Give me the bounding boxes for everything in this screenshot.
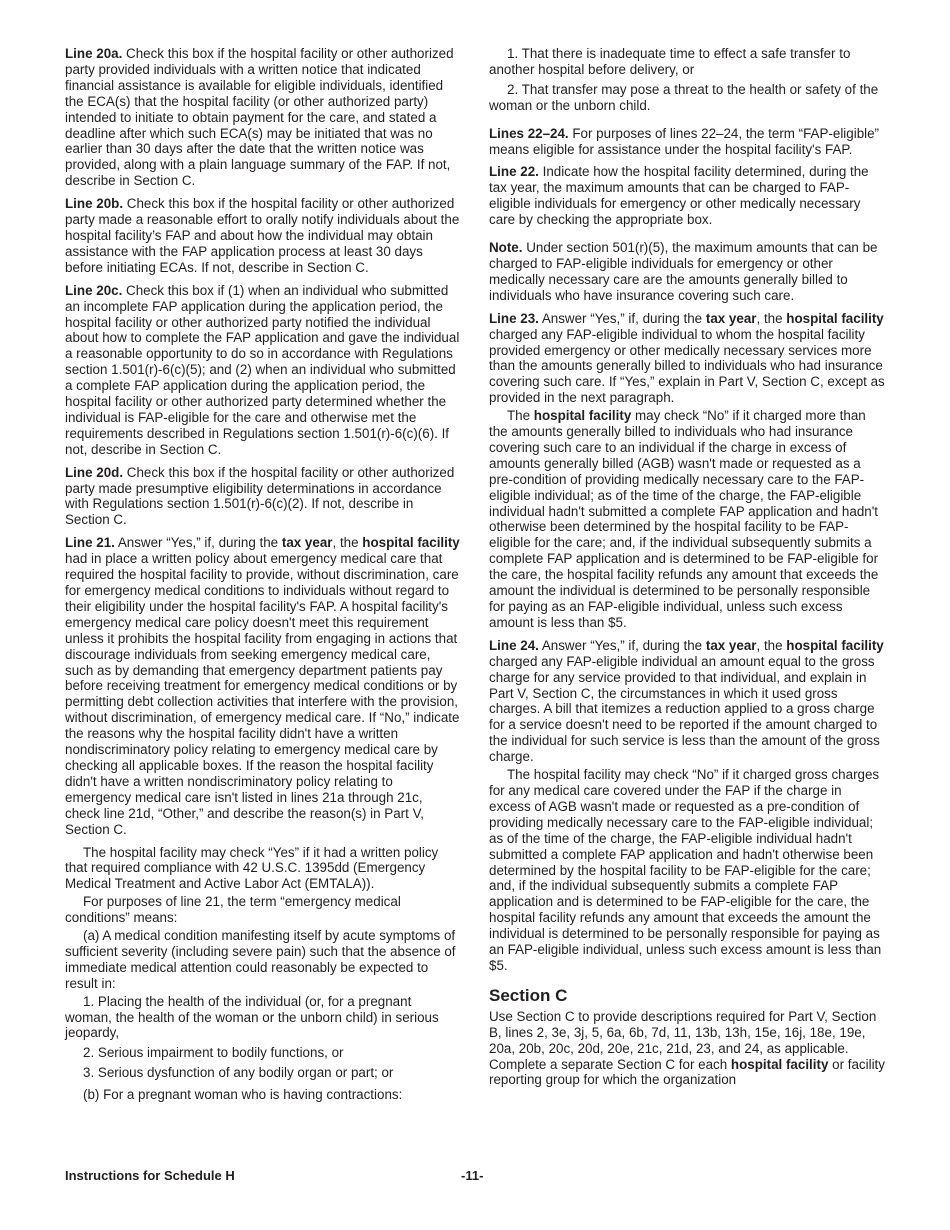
lines-22-24-text: For purposes of lines 22–24, the term “FAP-eligible” means eligible for assistance under the hospital facility's FAP. [489,125,880,157]
line-23-cont-text-1: The [507,408,534,424]
page-number: -11- [461,1168,484,1183]
line-20c-lead: Line 20c. [65,282,123,298]
line-20c-text: Check this box if (1) when an individual who submitted an incomplete FAP application during the application period, the hospital facility or other authorized party notified the individual about how to complete the FAP application and gave the individual a reasonable opportunity to do so in accordance with Regulations section 1.501(r)-6(c)(5); and (2) when an individual who submitted a complete FAP application during the application period, the hospital facility or other authorized party determined whether the individual is FAP-eligible for the care and otherwise met the requirements described in Regulations section 1.501(r)-6(c)(6). If not, describe in Section C. [65,282,460,457]
line-20b-paragraph [65,196,461,276]
line-20a-paragraph [65,46,461,189]
line-21-text-2: , the [332,535,363,551]
contraction-item-2: 2. That transfer may pose a threat to the health or safety of the woman or the unborn child. [489,81,879,113]
note-paragraph [489,240,885,304]
condition-a-paragraph: (a) A medical condition manifesting itself by acute symptoms of sufficient severity (including severe pain) such that the absence of immediate medical attention could reasonably be expected to result in: [65,928,456,991]
footer-title: Instructions for Schedule H [65,1168,235,1183]
line-24-lead: Line 24. [489,637,539,653]
line-20b-text: Check this box if the hospital facility or other authorized party made a reasonable effort to orally notify individuals about the hospital facility’s FAP and about how the individual may obtain assistance with the FAP application process at least 30 days before initiating ECAs. If not, describe in Section C. [65,196,460,275]
line-20c-paragraph [65,283,461,458]
line-24-continuation: The hospital facility may check “No” if it charged gross charges for any medical care covered under the FAP if the charge in excess of AGB wasn't made or requested as a pre-condition of providing medically necessary care to the FAP-eligible individual; as of the time of the charge, the FAP-eligible individual hadn't submitted a complete FAP application and hadn't otherwise been determined by the hospital facility to be FAP-eligible for the care; and, if the individual subsequently submits a complete FAP application and is determined to be FAP-eligible for the care, the hospital facility refunds any amount that exceeds the amount the individual is determined to be personally responsible for paying as an FAP-eligible individual, unless such excess amount is less than $5. [489,767,882,973]
line-24-paragraph [489,638,885,765]
line-21-lead: Line 21. [65,535,115,551]
line-23-term-hospital-facility: hospital facility [786,310,884,326]
line-24-text-3: charged any FAP-eligible individual an amount equal to the gross charge for any service provided to that individual, and explain in Part V, Section C, the circumstances in which it used gross charges. A bill that itemizes a reduction applied to a gross charge for a service doesn't need to be reported if the amount charged to the individual for such service is less than the amount of the gross charge. [489,653,880,765]
line-22-paragraph [489,164,885,228]
line-22-text: Indicate how the hospital facility determined, during the tax year, the maximum amounts that can be charged to FAP-eligible individuals for emergency or other medically necessary care by checking the appropriate box. [489,164,869,228]
section-c-text-1: Use Section C to provide descriptions required for Part V, Section B, lines 2, 3e, 3j, 5, 6a, 6b, 7d, 11, 13b, 13h, 15e, 16j, 18e, 19e, 20a, 20b, 20c, 20d, 20e, 21c, 21d, 23, and 24, as applicable. Complete a separate Section C for each [489,1008,877,1072]
emtala-paragraph: The hospital facility may check “Yes” if it had a written policy that required compliance with 42 U.S.C. 1395dd (Emergency Medical Treatment and Active Labor Act (EMTALA)). [65,844,439,892]
left-column [65,46,461,1105]
line-20d-lead: Line 20d. [65,464,124,480]
line-22-lead: Line 22. [489,164,539,180]
line-24-term-hospital-facility: hospital facility [786,637,884,653]
line-23-term-tax-year: tax year [705,310,757,326]
purposes-paragraph: For purposes of line 21, the term “emergency medical conditions” means: [65,894,401,926]
contraction-item-1: 1. That there is inadequate time to effect a safe transfer to another hospital before delivery, or [489,46,851,77]
line-23-text-3: charged any FAP-eligible individual to whom the hospital facility provided emergency or other medically necessary services more than the amounts generally billed to individuals who had insurance covering such care. If “Yes,” explain in Part V, Section C, except as provided in the next paragraph. [489,326,885,406]
condition-item-1: 1. Placing the health of the individual (or, for a pregnant woman, the health of the woman or the unborn child) in serious jeopardy, [65,993,439,1041]
condition-item-2: 2. Serious impairment to bodily functions, or [83,1045,344,1061]
right-column [489,46,885,1095]
section-c-paragraph [489,1009,885,1089]
line-23-text-2: , the [756,310,787,326]
line-21-text-1: Answer “Yes,” if, during the [114,535,282,551]
line-20d-paragraph [65,465,461,529]
note-lead: Note. [489,240,523,256]
term-tax-year: tax year [281,535,333,551]
term-hospital-facility: hospital facility [362,535,460,551]
line-24-text-2: , the [756,637,787,653]
section-c-term: hospital facility [730,1056,829,1072]
line-21-paragraph [65,535,461,837]
lines-22-24-paragraph [489,126,885,158]
line-23-cont-text-2: may check “No” if it charged more than the amounts generally billed to individuals who had insurance covering such care to an individual if the charge in excess of amounts generally billed (AGB) wasn't made or requested as a pre-condition of providing medically necessary care to the FAP-eligible individual; as of the time of the charge, the FAP-eligible individual hadn't submitted a complete FAP application and hadn't otherwise been determined by the hospital facility to be FAP-eligible for the care; and, if the individual subsequently submits a complete FAP application and is determined to be FAP-eligible for the care, the hospital facility refunds any amount that exceeds the amount the individual is determined to be personally responsible for paying as an FAP-eligible individual, unless such excess amount is less than $5. [489,408,879,630]
line-23-paragraph [489,311,885,406]
condition-b-paragraph: (b) For a pregnant woman who is having contractions: [83,1087,403,1103]
section-c-heading: Section C [489,985,568,1005]
line-20a-lead: Line 20a. [65,46,123,61]
line-20d-text: Check this box if the hospital facility or other authorized party made presumptive eligibility determinations in accordance with Regulations section 1.501(r)-6(c)(2). If not, describe in Section C. [65,464,455,528]
line-21-text-3: had in place a written policy about emergency medical care that required the hospital facility to provide, without discrimination, care for emergency medical conditions to individuals without regard to their eligibility under the hospital facility's FAP. A hospital facility's emergency medical care policy doesn't meet this requirement unless it prohibits the hospital facility from engaging in actions that discourage individuals from seeking emergency medical care, such as by demanding that emergency department patients pay before receiving treatment for emergency medical conditions or by permitting debt collection activities that interfere with the provision, without discrimination, of emergency medical care. If “No,” indicate the reasons why the hospital facility didn't have a written nondiscriminatory policy relating to emergency medical care by checking all applicable boxes. If the reason the hospital facility didn't have a written nondiscriminatory policy relating to emergency medical care isn't listed in lines 21a through 21c, check line 21d, “Other,” and describe the reason(s) in Part V, Section C. [65,551,460,837]
line-23-lead: Line 23. [489,310,539,326]
condition-item-3: 3. Serious dysfunction of any bodily organ or part; or [83,1065,394,1081]
line-23-continuation [489,408,885,631]
line-24-text-1: Answer “Yes,” if, during the [538,637,706,653]
line-24-term-tax-year: tax year [705,637,757,653]
note-text: Under section 501(r)(5), the maximum amounts that can be charged to FAP-eligible individuals for emergency or other medically necessary care are the amounts generally billed to individuals who have insurance covering such care. [489,240,878,303]
line-20b-lead: Line 20b. [65,196,124,212]
line-23-cont-term: hospital facility [533,408,632,424]
section-c-text-2: or facility reporting group for which the organization [489,1056,885,1088]
line-20a-text: Check this box if the hospital facility or other authorized party provided individuals with a written notice that indicated financial assistance is available for eligible individuals, identified the ECA(s) that the hospital facility (or other authorized party) intended to initiate to obtain payment for the care, and stated a deadline after which such ECA(s) may be initiated that was no earlier than 30 days after the date that the written notice was provided, along with a plain language summary of the FAP. If not, describe in Section C. [65,46,454,189]
line-23-text-1: Answer “Yes,” if, during the [538,310,706,326]
lines-22-24-lead: Lines 22–24. [489,125,569,141]
